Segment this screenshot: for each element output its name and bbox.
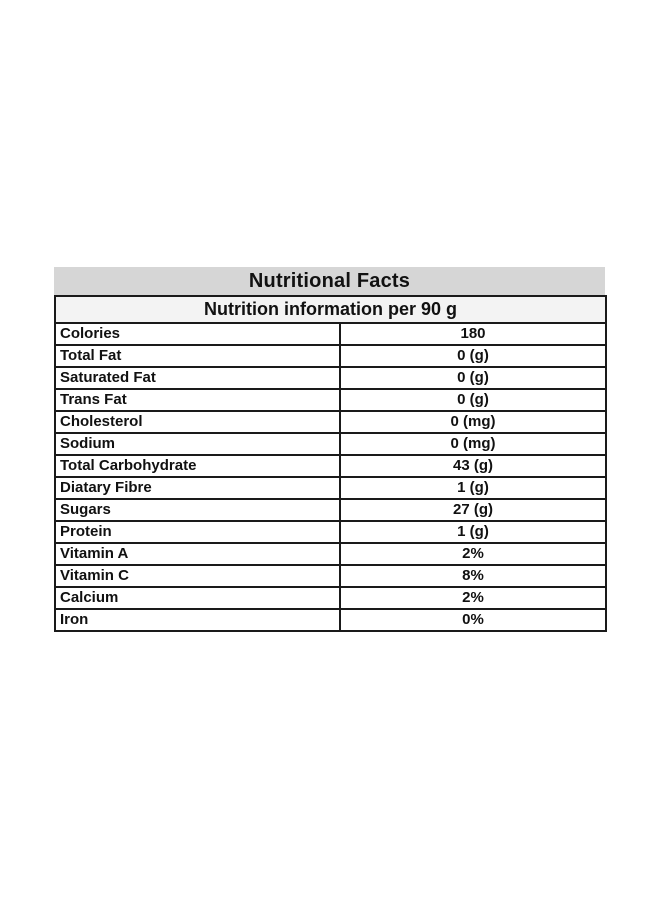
nutrient-value: 0 (g) bbox=[340, 389, 606, 411]
nutrient-name: Sugars bbox=[55, 499, 340, 521]
nutrient-value: 180 bbox=[340, 323, 606, 345]
table-row bbox=[55, 433, 606, 455]
nutrient-name: Colories bbox=[55, 323, 340, 345]
table-row bbox=[55, 323, 606, 345]
nutrient-value: 0% bbox=[340, 609, 606, 631]
nutrient-value: 8% bbox=[340, 565, 606, 587]
table-row bbox=[55, 499, 606, 521]
nutrition-facts-panel bbox=[54, 267, 605, 632]
nutrient-value: 1 (g) bbox=[340, 477, 606, 499]
nutrient-name: Iron bbox=[55, 609, 340, 631]
nutrient-value: 2% bbox=[340, 543, 606, 565]
nutrient-value: 0 (mg) bbox=[340, 433, 606, 455]
nutrient-name: Vitamin A bbox=[55, 543, 340, 565]
table-row bbox=[55, 587, 606, 609]
subheader-row bbox=[55, 296, 606, 323]
nutrient-value: 0 (g) bbox=[340, 367, 606, 389]
nutrient-value: 0 (g) bbox=[340, 345, 606, 367]
table-row bbox=[55, 565, 606, 587]
table-row bbox=[55, 543, 606, 565]
nutrient-value: 0 (mg) bbox=[340, 411, 606, 433]
nutrient-name: Calcium bbox=[55, 587, 340, 609]
nutrition-facts-table bbox=[54, 295, 607, 632]
nutrient-name: Trans Fat bbox=[55, 389, 340, 411]
table-row bbox=[55, 367, 606, 389]
nutrient-name: Total Carbohydrate bbox=[55, 455, 340, 477]
nutrient-name: Diatary Fibre bbox=[55, 477, 340, 499]
nutrient-value: 1 (g) bbox=[340, 521, 606, 543]
nutrient-name: Protein bbox=[55, 521, 340, 543]
nutrient-value: 43 (g) bbox=[340, 455, 606, 477]
table-row bbox=[55, 609, 606, 631]
serving-info-header: Nutrition information per 90 g bbox=[55, 296, 606, 323]
table-row bbox=[55, 521, 606, 543]
nutrient-value: 27 (g) bbox=[340, 499, 606, 521]
nutrient-name: Total Fat bbox=[55, 345, 340, 367]
nutrient-value: 2% bbox=[340, 587, 606, 609]
table-row bbox=[55, 389, 606, 411]
table-row bbox=[55, 455, 606, 477]
nutrition-facts-title: Nutritional Facts bbox=[54, 267, 605, 295]
nutrient-name: Cholesterol bbox=[55, 411, 340, 433]
table-row bbox=[55, 411, 606, 433]
nutrient-name: Vitamin C bbox=[55, 565, 340, 587]
nutrient-name: Saturated Fat bbox=[55, 367, 340, 389]
nutrient-name: Sodium bbox=[55, 433, 340, 455]
table-row bbox=[55, 345, 606, 367]
table-row bbox=[55, 477, 606, 499]
